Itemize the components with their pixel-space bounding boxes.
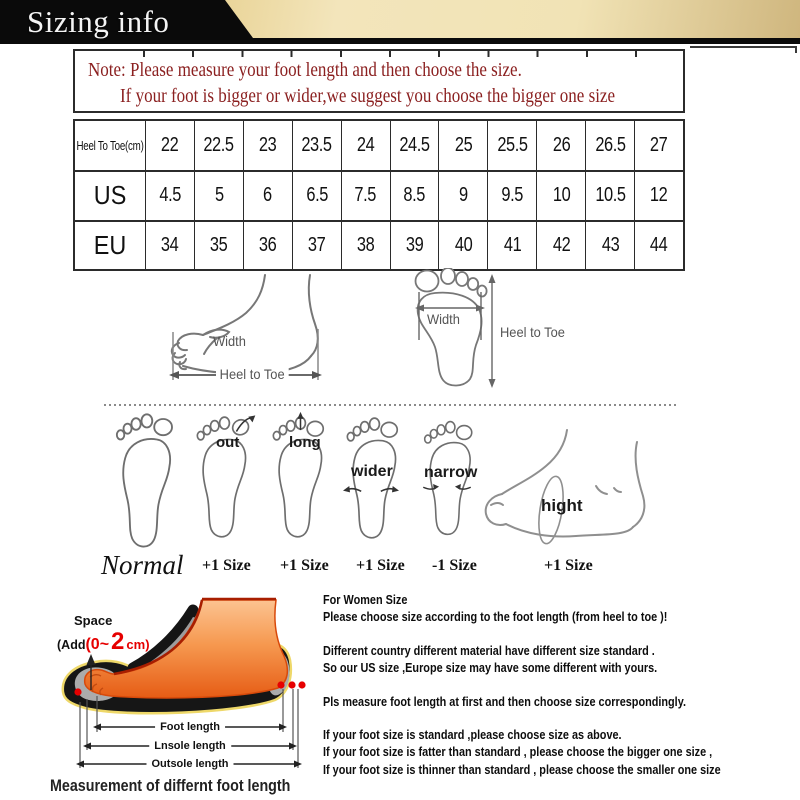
size-table-cell: 34 (145, 220, 194, 269)
size-table-cell: 43 (585, 220, 634, 269)
footprint-normal (104, 407, 182, 554)
size-table-cell: 25.5 (487, 121, 536, 170)
size-table-cell: 10.5 (585, 170, 634, 219)
diagram-caption: Measurement of differnt foot length (50, 776, 291, 795)
sole-heel-to-toe-label: Heel to Toe (500, 324, 565, 340)
size-table-cell: 41 (487, 220, 536, 269)
size-table-cell: 39 (390, 220, 439, 269)
foot-tag-wider: wider (351, 463, 393, 480)
info-line: If your foot size is standard ,please choose size as above. (323, 728, 622, 743)
size-table-cell: 9 (438, 170, 487, 219)
size-table-cell: 27 (634, 121, 683, 170)
size-table-cell: 6.5 (292, 170, 341, 219)
insole-length-label: Lnsole length (149, 740, 231, 752)
add-prefix: (Add (57, 638, 86, 652)
size-table-cell: 22.5 (194, 121, 243, 170)
size-table-cell: 42 (536, 220, 585, 269)
foot-size-long: +1 Size (280, 557, 329, 574)
size-table-cell: 37 (292, 220, 341, 269)
foot-size-out: +1 Size (202, 557, 251, 574)
size-table-cell: 22 (145, 121, 194, 170)
foot-length-label: Foot length (155, 721, 225, 733)
size-table-cell: 44 (634, 220, 683, 269)
size-table-row-label: EU (75, 220, 145, 269)
size-table-cell: 4.5 (145, 170, 194, 219)
size-table-cell: 40 (438, 220, 487, 269)
size-advice-text (323, 592, 798, 795)
divider-line (690, 46, 797, 48)
foot-size-narrow: -1 Size (432, 557, 477, 574)
size-table-cell: 12 (634, 170, 683, 219)
note-line-2: If your foot is bigger or wider,we suggest you choose the bigger one size (120, 85, 616, 107)
info-line: For Women Size (323, 593, 408, 607)
size-table-cell: 7.5 (341, 170, 390, 219)
side-width-label: Width (213, 333, 246, 349)
info-line: If your foot size is thinner than standard , please choose the smaller one size (323, 762, 721, 777)
sole-width-label: Width (427, 311, 460, 327)
info-line: Different country different material have different size standard . (323, 643, 655, 658)
info-line: Please choose size according to the foot length (from heel to toe )! (323, 610, 668, 625)
size-table-row-label: Heel To Toe(cm) (76, 138, 144, 153)
size-table-cell: 23.5 (292, 121, 341, 170)
add-unit: cm) (126, 637, 150, 652)
size-table-cell: 23 (243, 121, 292, 170)
size-table-cell: 9.5 (487, 170, 536, 219)
foot-size-normal: Normal (101, 550, 184, 580)
space-label: Space (74, 613, 113, 628)
size-table (73, 119, 685, 271)
foot-tag-long: long (289, 434, 321, 451)
foot-tag-out: out (216, 434, 240, 451)
size-table-cell: 26.5 (585, 121, 634, 170)
size-table-cell: 38 (341, 220, 390, 269)
size-table-cell: 26 (536, 121, 585, 170)
add-value: 2 (111, 628, 125, 655)
footprint-out (186, 402, 256, 552)
note-line-1: Note: Please measure your foot length and then choose the size. (88, 59, 522, 81)
size-table-row-label: US (75, 170, 145, 219)
foot-size-hight: +1 Size (544, 557, 593, 574)
info-line: Pls measure foot length at first and then choose size correspondingly. (323, 694, 686, 709)
size-table-cell: 36 (243, 220, 292, 269)
page-title: Sizing info (27, 4, 170, 39)
size-table-cell: 5 (194, 170, 243, 219)
note-box (73, 49, 685, 113)
footprint-long (262, 402, 332, 552)
side-heel-to-toe-label: Heel to Toe (216, 366, 288, 382)
space-add-label (57, 628, 150, 656)
outsole-length-label: Outsole length (147, 758, 234, 770)
size-table-cell: 24 (341, 121, 390, 170)
size-table-cell: 10 (536, 170, 585, 219)
foot-tag-hight: hight (541, 496, 583, 515)
divider-tick (795, 46, 797, 53)
add-range: (0~ (85, 636, 110, 653)
info-line: If your foot size is fatter than standard , please choose the bigger one size , (323, 745, 713, 760)
size-table-cell: 35 (194, 220, 243, 269)
size-table-cell: 25 (438, 121, 487, 170)
size-table-cell: 8.5 (390, 170, 439, 219)
info-line: So our US size ,Europe size may have some different with yours. (323, 661, 658, 676)
side-foot-hight (480, 428, 650, 548)
foot-size-wider: +1 Size (356, 557, 405, 574)
size-table-cell: 24.5 (390, 121, 439, 170)
foot-tag-narrow: narrow (424, 464, 478, 481)
header-bar (0, 0, 800, 44)
size-table-cell: 6 (243, 170, 292, 219)
